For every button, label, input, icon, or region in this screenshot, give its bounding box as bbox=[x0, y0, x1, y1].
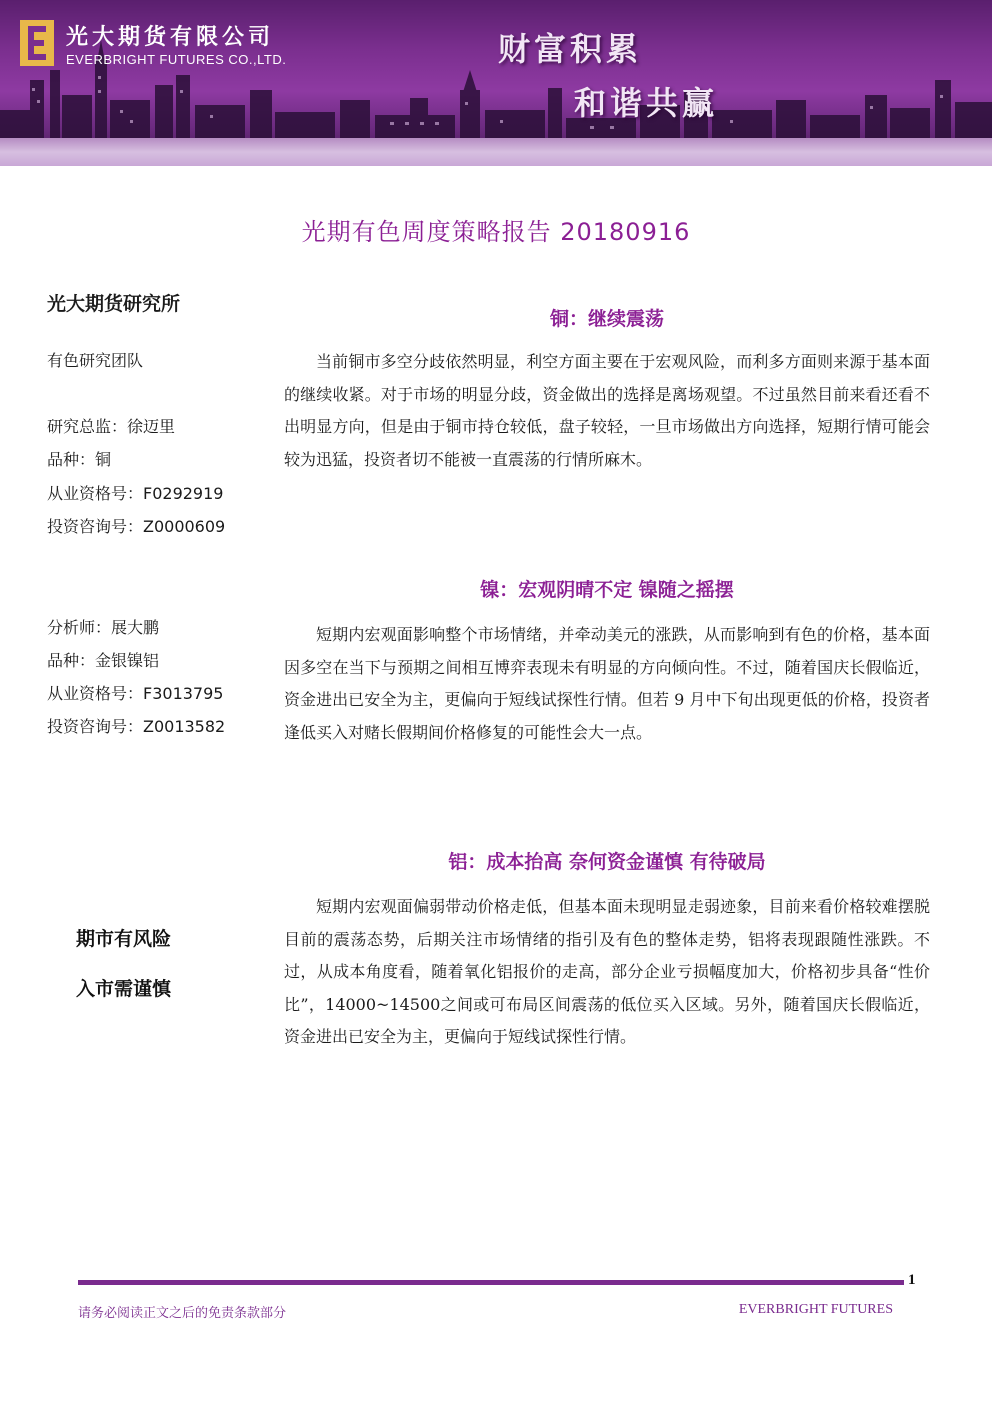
analyst-license: 从业资格号：F3013795 bbox=[47, 684, 224, 703]
company-logo-icon bbox=[20, 20, 54, 66]
company-name-cn: 光大期货有限公司 bbox=[66, 25, 275, 50]
sidebar-team: 有色研究团队 bbox=[47, 351, 144, 370]
page-number: 1 bbox=[908, 1272, 916, 1288]
slogan-line-2: 和谐共赢 bbox=[574, 84, 719, 122]
footer-disclaimer: 请务必阅读正文之后的免责条款部分 bbox=[78, 1306, 287, 1321]
director-consult-id: 投资咨询号：Z0000609 bbox=[47, 517, 226, 536]
footer-divider bbox=[78, 1280, 904, 1285]
report-title: 光期有色周度策略报告 20180916 bbox=[301, 218, 691, 246]
analyst-role: 分析师：展大鹏 bbox=[47, 618, 160, 637]
section-body-nickel: 短期内宏观面影响整个市场情绪，并牵动美元的涨跌，从而影响到有色的价格，基本面因多空在当下与预期之间相互博弈表现未有明显的方向倾向性。不过，随着国庆长假临近，资金进出已安全为主，更偏向于短线试探性行情。但若 9 月中下旬出现更低的价格，投资者逢低买入对赌长假期间价格修复的可能性会大一点。 bbox=[284, 625, 930, 742]
section-heading-aluminum: 铝：成本抬高 奈何资金谨慎 有待破局 bbox=[448, 851, 766, 873]
section-heading-copper: 铜：继续震荡 bbox=[549, 308, 664, 330]
risk-warning-line-1: 期市有风险 bbox=[76, 928, 172, 950]
header-banner bbox=[0, 0, 992, 166]
river-reflection bbox=[0, 138, 992, 166]
slogan-line-1: 财富积累 bbox=[498, 30, 643, 68]
analyst-variety: 品种：金银镍铝 bbox=[47, 651, 160, 670]
director-license: 从业资格号：F0292919 bbox=[47, 484, 224, 503]
analyst-consult-id: 投资咨询号：Z0013582 bbox=[47, 717, 226, 736]
section-body-copper: 当前铜市多空分歧依然明显，利空方面主要在于宏观风险，而利多方面则来源于基本面的继续收紧。对于市场的明显分歧，资金做出的选择是离场观望。不过虽然目前来看还看不出明显方向，但是由于铜市持仓较低，盘子较轻，一旦市场做出方向选择，短期行情可能会较为迅猛，投资者切不能被一直震荡的行情所麻木。 bbox=[284, 352, 930, 469]
section-heading-nickel: 镍：宏观阴晴不定 镍随之摇摆 bbox=[480, 579, 734, 601]
risk-warning-line-2: 入市需谨慎 bbox=[76, 978, 172, 1000]
footer-brand: EVERBRIGHT FUTURES bbox=[738, 1302, 893, 1317]
section-body-aluminum: 短期内宏观面偏弱带动价格走低，但基本面未现明显走弱迹象，目前来看价格较难摆脱目前的震荡态势，后期关注市场情绪的指引及有色的整体走势，铝将表现跟随性涨跌。不过，从成本角度看，随着氧化铝报价的走高，部分企业亏损幅度加大，价格初步具备“性价比”，14000~14500之间或可布局区间震荡的低位买入区域。另外，随着国庆长假临近，资金进出已安全为主，更偏向于短线试探性行情。 bbox=[284, 897, 930, 1046]
sidebar-institute: 光大期货研究所 bbox=[47, 293, 181, 315]
director-variety: 品种：铜 bbox=[47, 450, 112, 469]
company-name-en: EVERBRIGHT FUTURES CO.,LTD. bbox=[66, 52, 287, 67]
director-role: 研究总监：徐迈里 bbox=[47, 417, 176, 436]
